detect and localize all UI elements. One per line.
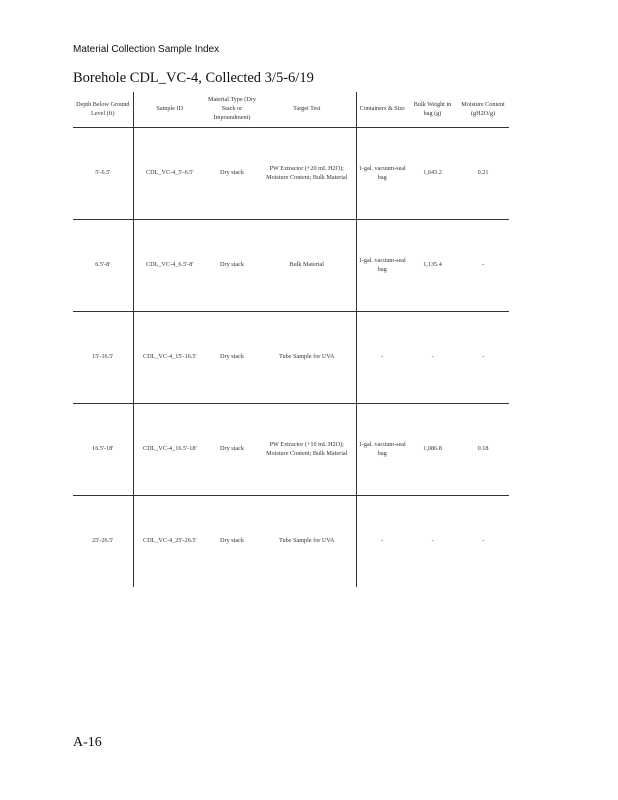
cell-target-test: PW Extractor (+20 mL H2O); Moisture Content; Bulk Material <box>258 128 356 220</box>
cell-bulk-weight: 1,643.2 <box>408 128 457 220</box>
cell-target-test: PW Extractor (+10 mL H2O); Moisture Content; Bulk Material <box>258 404 356 496</box>
table-row <box>73 312 509 404</box>
table-row <box>73 496 509 588</box>
cell-containers: 1-gal. vacuum-seal bag <box>356 128 408 220</box>
cell-depth: 16.5'-18' <box>73 404 133 496</box>
page-header: Material Collection Sample Index <box>73 44 220 55</box>
cell-sample-id: CDL_VC-4_5'-6.5' <box>133 128 206 220</box>
cell-sample-id: CDL_VC-4_25'-26.5' <box>142 537 197 544</box>
cell-moisture: - <box>457 312 509 404</box>
cell-material-type: Dry stack <box>220 537 244 544</box>
column-header-depth: Depth Below Ground Level (ft) <box>73 92 133 128</box>
cell-moisture: - <box>457 220 509 312</box>
cell-sample-id: CDL_VC-4_16.5'-18' <box>133 404 206 496</box>
sample-index-table <box>73 92 509 587</box>
cell-material-type: Dry stack <box>206 128 258 220</box>
table-header-row <box>73 92 509 128</box>
cell-moisture: - <box>481 537 485 544</box>
page-title: Borehole CDL_VC-4, Collected 3/5-6/19 <box>73 70 314 86</box>
cell-bulk-weight: 1,086.8 <box>408 404 457 496</box>
table-row <box>73 220 509 312</box>
cell-depth: 15'-16.5' <box>73 312 133 404</box>
cell-bulk-weight: 1,135.4 <box>408 220 457 312</box>
column-header-target-test: Target Test <box>258 92 356 128</box>
cell-depth: 5'-6.5' <box>73 128 133 220</box>
table-row <box>73 128 509 220</box>
cell-depth: 25'-26.5' <box>73 496 133 588</box>
column-header-material-type: Material Type (Dry Stack or Impoundment) <box>206 92 258 128</box>
cell-containers: 1-gal. vacuum-seal bag <box>356 404 408 496</box>
cell-target-test: Tube Sample for UVA <box>258 496 356 588</box>
column-header-sample-id: Sample ID <box>133 92 206 128</box>
cell-target-test: Bulk Material <box>258 220 356 312</box>
cell-containers: - <box>381 537 384 544</box>
cell-sample-id: CDL_VC-4_6.5'-8' <box>133 220 206 312</box>
cell-bulk-weight: - <box>408 312 457 404</box>
cell-containers: - <box>356 312 408 404</box>
cell-depth: 6.5'-8' <box>73 220 133 312</box>
cell-target-test: Tube Sample for UVA <box>258 312 356 404</box>
cell-material-type: Dry stack <box>206 404 258 496</box>
cell-material-type: Dry stack <box>206 312 258 404</box>
cell-bulk-weight: - <box>431 537 434 544</box>
column-header-moisture: Moisture Content (gH2O/g) <box>457 92 509 128</box>
table-row <box>73 404 509 496</box>
cell-containers: 1-gal. vacuum-seal bag <box>356 220 408 312</box>
column-header-bulk-weight: Bulk Weight in bag (g) <box>408 92 457 128</box>
cell-moisture: 0.21 <box>457 128 509 220</box>
column-header-containers: Containers & Size <box>356 92 408 128</box>
cell-moisture: 0.18 <box>457 404 509 496</box>
page-number: A-16 <box>73 735 102 750</box>
cell-sample-id: CDL_VC-4_15'-16.5' <box>133 312 206 404</box>
cell-material-type: Dry stack <box>206 220 258 312</box>
